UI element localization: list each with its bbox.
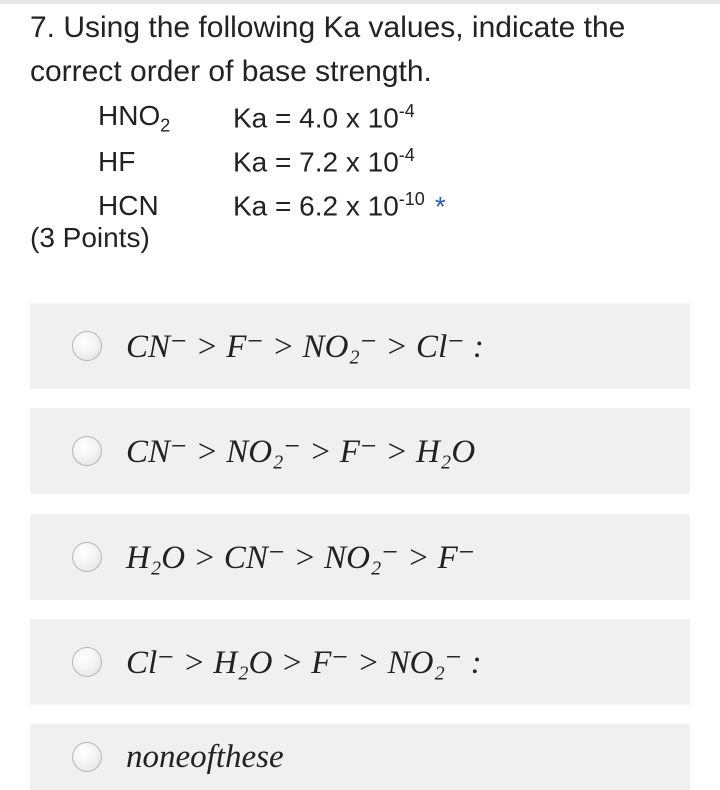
radio-button[interactable] [72,331,102,361]
question-text: 7. Using the following Ka values, indicate the correct order of base strength. [30,11,626,88]
ka-row-hcn [98,184,446,228]
ka-value: Ka = 4.0 x $10^{-4}$ [233,101,415,134]
acid-name: $HNO_2$ [98,99,171,136]
radio-button[interactable] [72,436,102,466]
answer-option-1[interactable] [30,303,690,389]
points-label: (3 Points) [30,222,150,253]
radio-button[interactable] [72,542,102,572]
ka-row-hno2 [98,96,446,140]
ka-value: Ka = 6.2 x $10^{-10}$ * [233,189,446,222]
radio-button[interactable] [72,647,102,677]
acid-name: HCN [98,190,159,221]
acid-name: HF [98,146,136,177]
ka-value: Ka = 7.2 x $10^{-4}$ [233,145,415,178]
ka-values-table [98,96,446,228]
option-label: noneofthese [126,738,284,775]
answer-option-5[interactable] [30,724,690,790]
required-star: * [434,190,446,222]
ka-row-hf [98,140,446,184]
answer-option-4[interactable] [30,619,690,705]
top-divider [0,0,720,4]
option-label: CN⁻ > NO₂⁻ > F⁻ > H₂O [126,434,476,470]
option-label: H₂O > CN⁻ > NO₂⁻ > F⁻ [126,540,476,576]
answer-option-3[interactable] [30,514,690,600]
option-label: Cl⁻ > H₂O > F⁻ > NO₂⁻ : [126,645,482,681]
option-label: CN⁻ > F⁻ > NO₂⁻ > Cl⁻ : [126,329,484,365]
answer-option-2[interactable] [30,408,690,494]
radio-button[interactable] [72,742,102,772]
